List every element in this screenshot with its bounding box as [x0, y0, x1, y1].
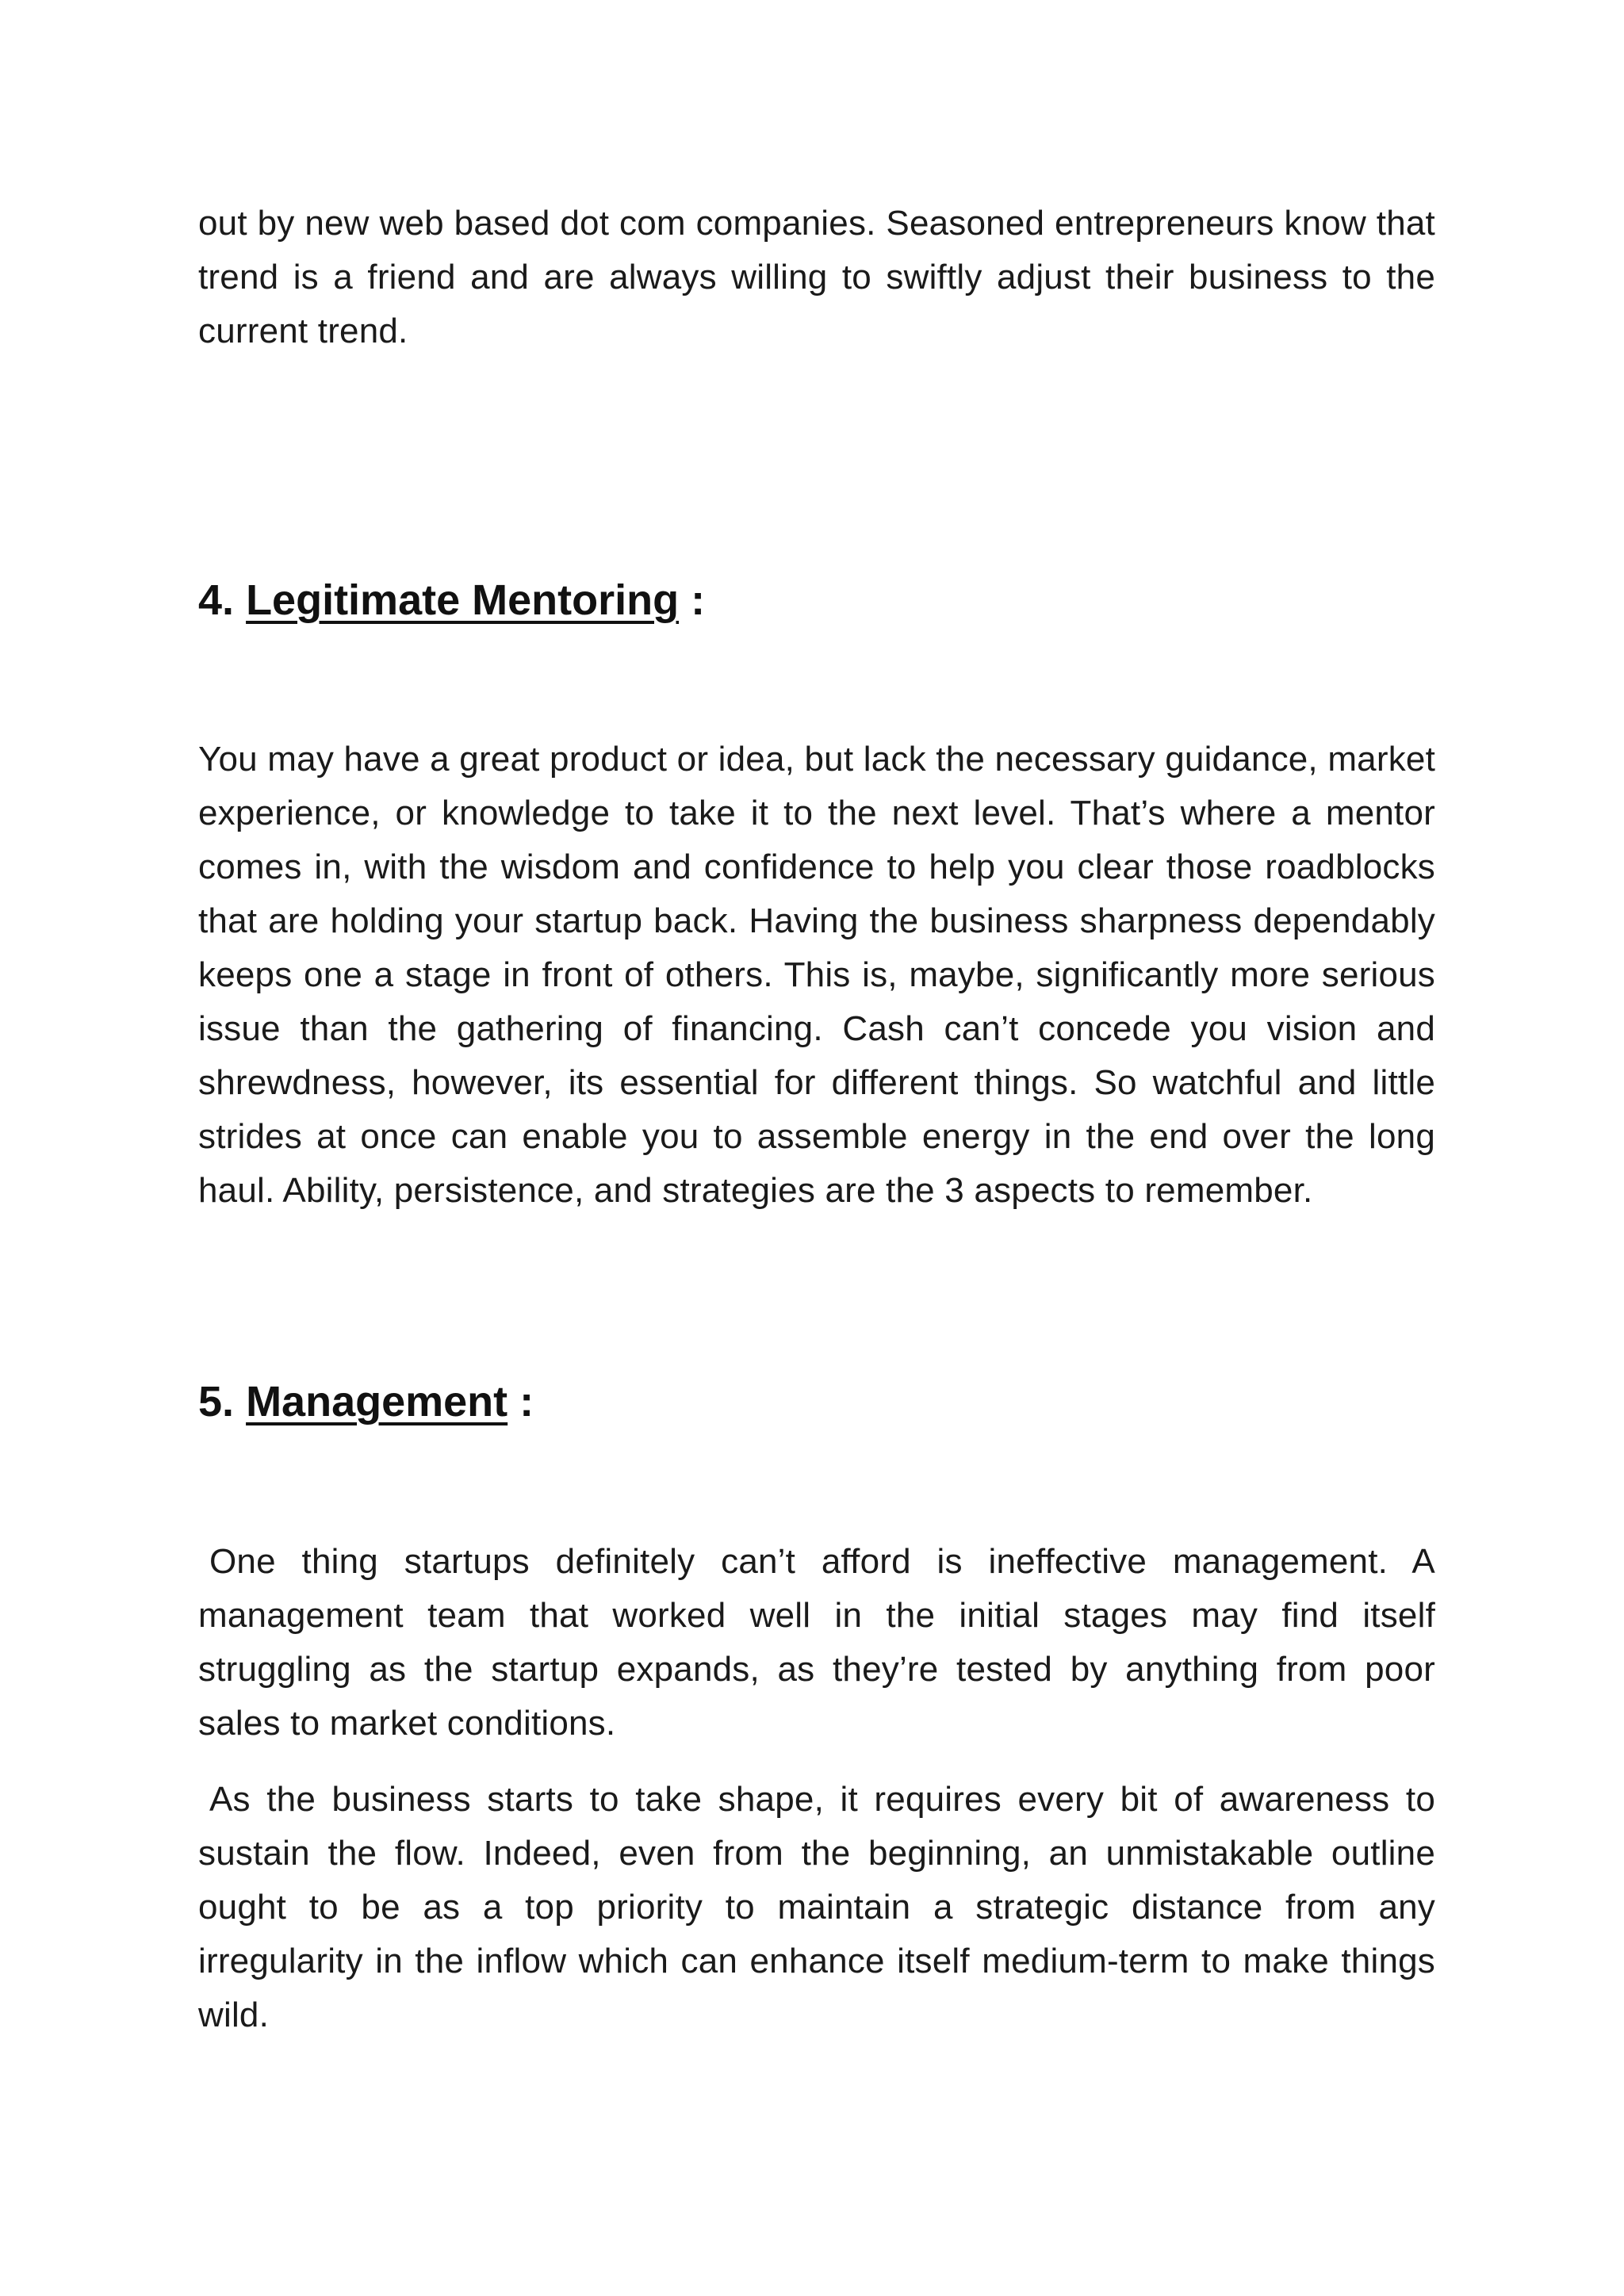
management-paragraph-1: One thing startups definitely can’t afford is ineffective management. A management team that worked well in the initial stages may find itself struggling as the startup expands, as they’re tested by anything from poor sales to market conditions. [198, 1542, 1435, 1743]
management-paragraph-1-block [198, 1535, 1435, 1751]
heading-management [198, 1374, 1435, 1429]
management-paragraph-2-block [198, 1773, 1435, 2042]
section-heading-mentoring [198, 572, 1435, 628]
heading-legitimate-mentoring [198, 572, 1435, 628]
intro-paragraph: out by new web based dot com companies. Seasoned entrepreneurs know that trend is a friend and are always willing to swiftly adjust their business to the current trend. [198, 204, 1435, 350]
heading-title: Legitimate Mentoring [246, 576, 680, 624]
heading-suffix: : [691, 576, 706, 624]
heading-number: 4. [198, 576, 235, 624]
mentoring-paragraph: You may have a great product or idea, but lack the necessary guidance, market experience, or knowledge to take it to the next level. That’s where a mentor comes in, with the wisdom and confidence to help you clear those roadblocks that are holding your startup back. Having the business sharpness dependably keeps one a stage in front of others. This is, maybe, significantly more serious issue than the gathering of financing. Cash can’t concede you vision and shrewdness, however, its essential for different things. So watchful and little strides at once can enable you to assemble energy in the end over the long haul. Ability, persistence, and strategies are the 3 aspects to remember. [198, 740, 1435, 1210]
intro-paragraph-block [198, 197, 1435, 358]
management-paragraph-2: As the business starts to take shape, it requires every bit of awareness to sustain the flow. Indeed, even from the beginning, an unmistakable outline ought to be as a top priority to maintain a strategic distance from any irregularity in the inflow which can enhance itself medium-term to make things wild. [198, 1780, 1435, 2034]
mentoring-paragraph-block [198, 733, 1435, 1218]
heading-title: Management [246, 1378, 508, 1425]
heading-number: 5. [198, 1378, 235, 1425]
section-heading-management [198, 1374, 1435, 1429]
heading-suffix: : [519, 1378, 534, 1425]
